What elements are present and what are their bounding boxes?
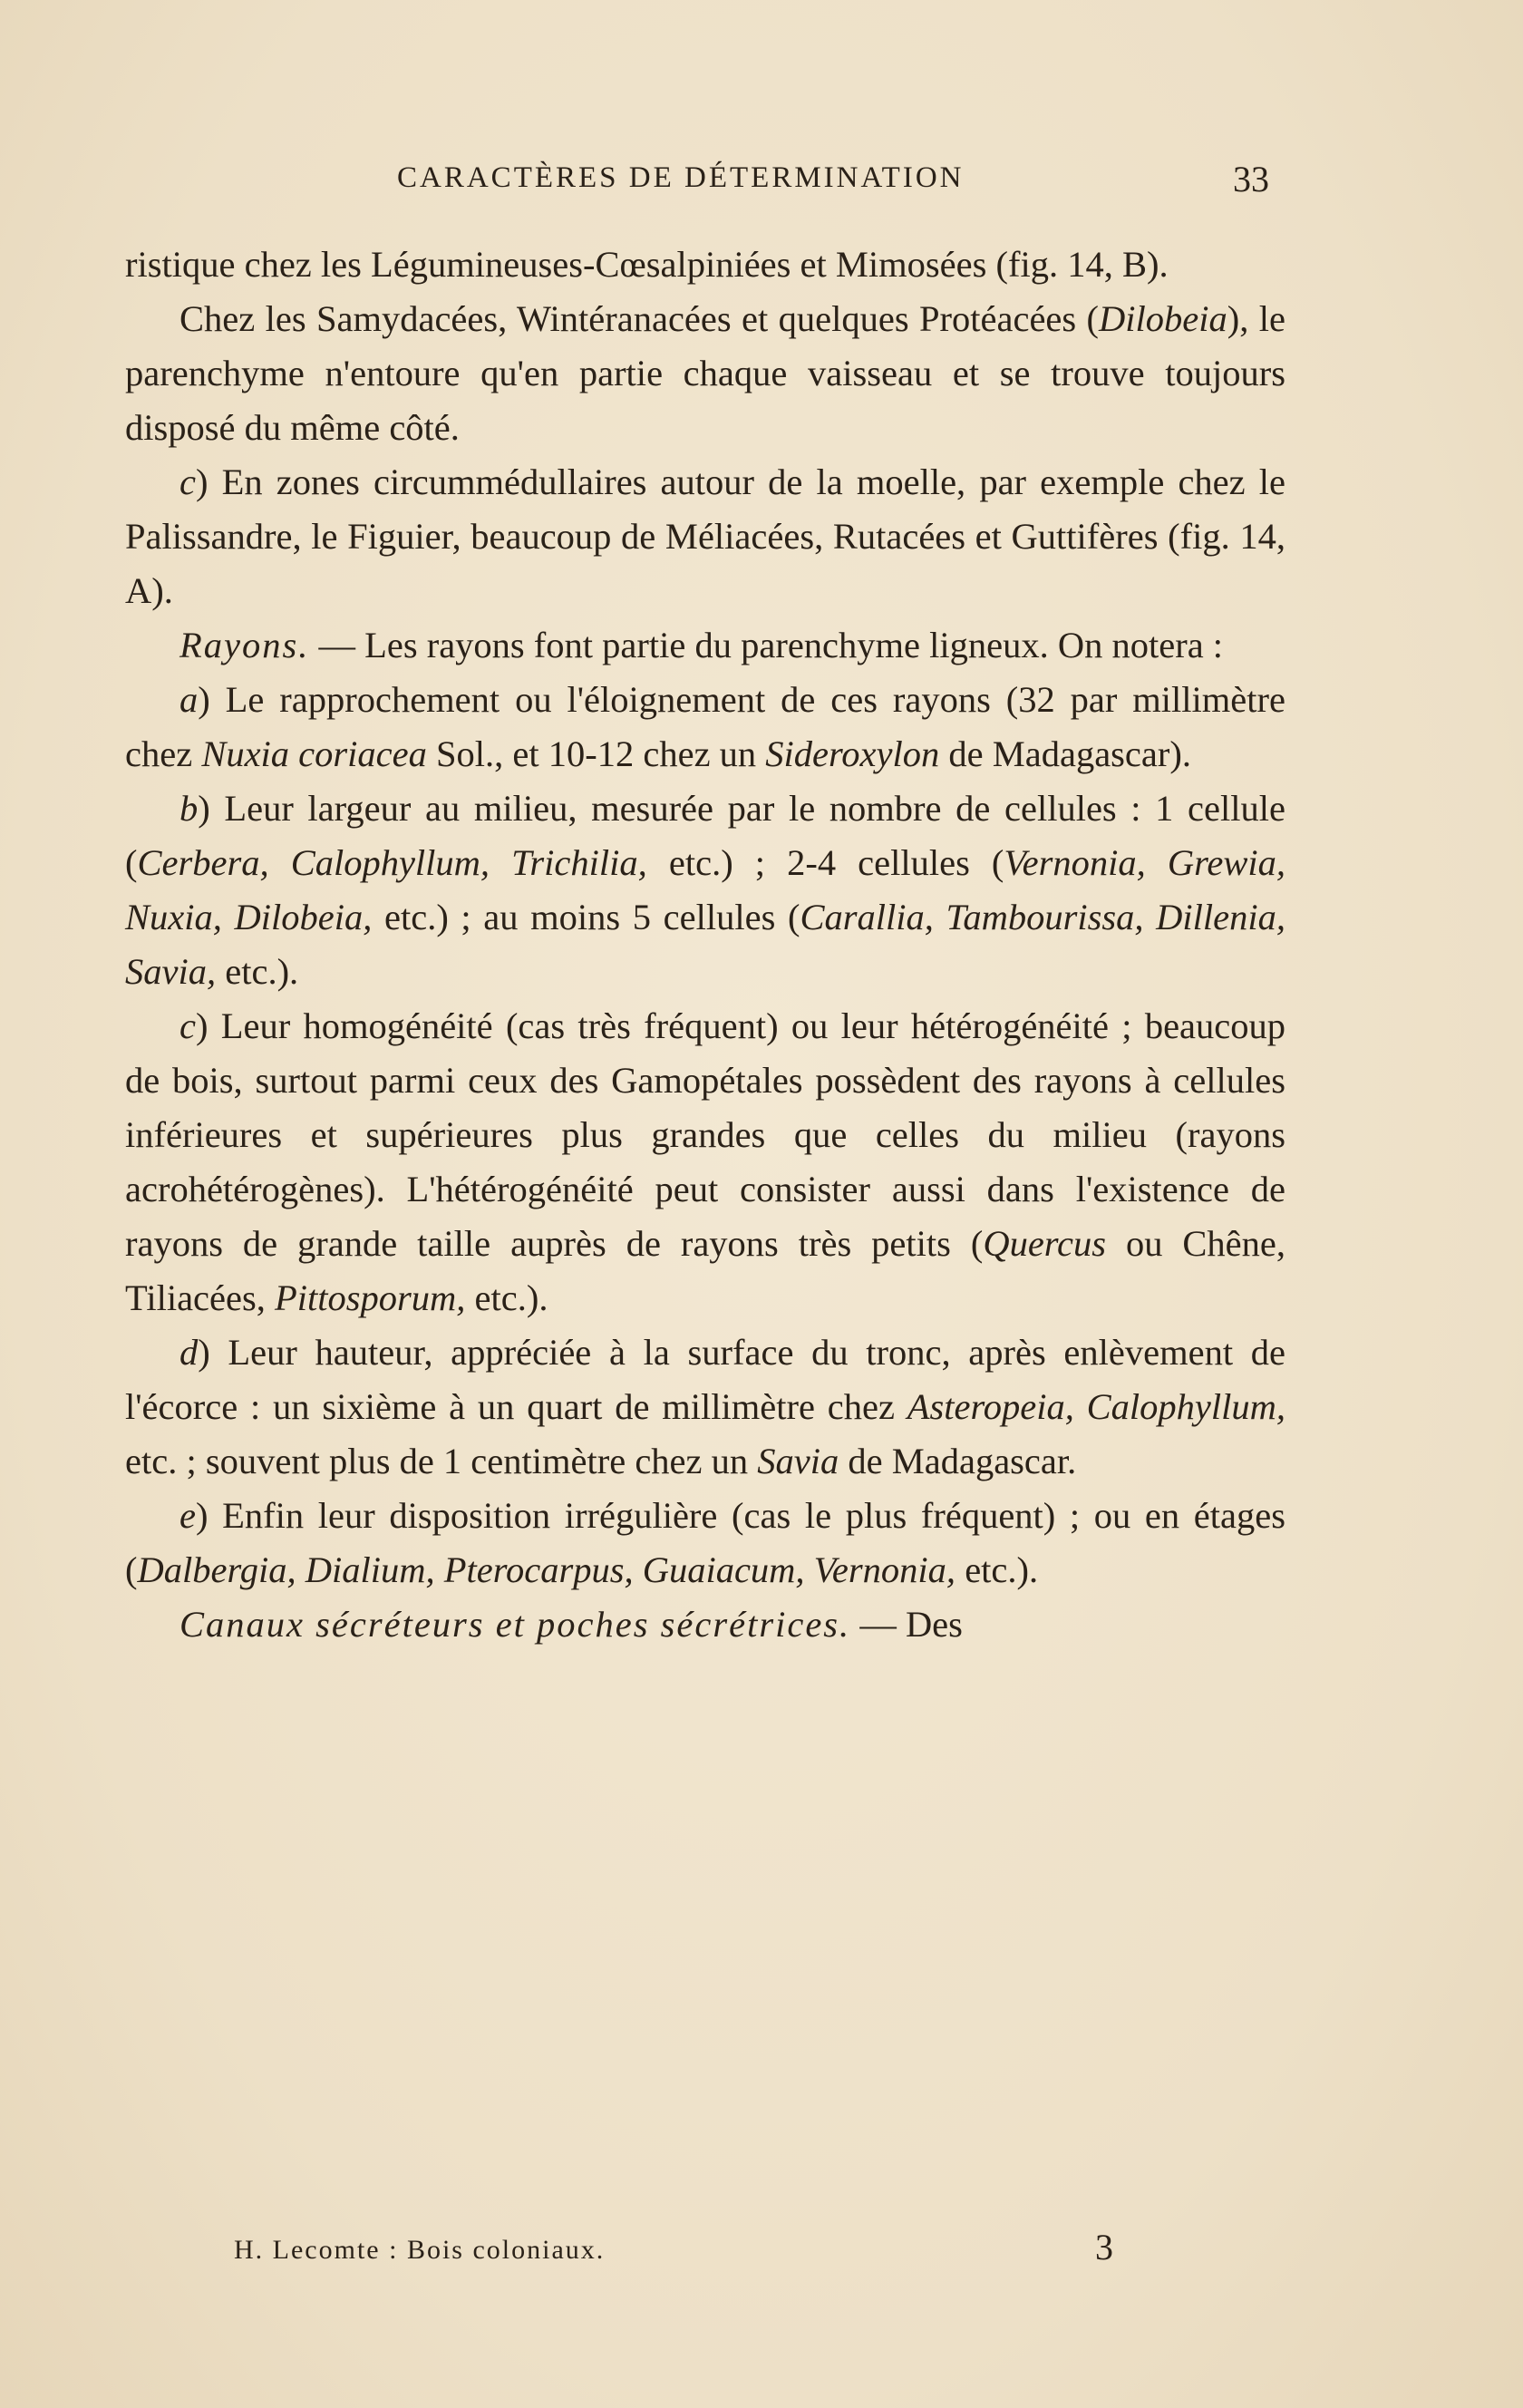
text-run: Chez les Samydacées, Wintéranacées et quelques Protéacées ( [179, 298, 1100, 339]
text-run: ou Chêne, Tiliacées, [125, 1223, 1285, 1318]
italic-term: Dilobeia [1099, 298, 1227, 339]
text-run: etc.) ; 2-4 cellules ( [646, 842, 1004, 883]
text-run: de Madagascar. [839, 1441, 1077, 1481]
page-header [397, 161, 1269, 207]
running-title: CARACTÈRES DE DÉTERMINATION [397, 161, 965, 194]
text-run: ristique chez les Légumineuses-Cœsalpiniées et Mimosées (fig. 14, B). [125, 244, 1169, 285]
text-run: Sol., et 10-12 chez un [426, 733, 766, 774]
italic-term: Carallia, Tambourissa, Dillenia, Savia, [125, 897, 1285, 992]
paragraph [125, 455, 1285, 618]
paragraph [125, 618, 1285, 673]
paragraph [125, 782, 1285, 999]
paragraph [125, 1597, 1285, 1652]
italic-term: e [179, 1495, 196, 1536]
italic-term: c [179, 1005, 196, 1046]
italic-term: a [179, 679, 199, 720]
italic-term: b [179, 788, 199, 829]
paragraph [125, 999, 1285, 1325]
italic-term: c [179, 461, 196, 502]
text-run: etc.). [465, 1277, 548, 1318]
text-run: ) Leur homogénéité (cas très fréquent) ou leur hétérogénéité ; beaucoup de bois, surtout parmi ceux des Gamopétales possèdent des rayons à cellules inférieures et supérieures plus grandes que celles du milieu (rayons acrohétérogènes). L'hétérogénéité peut consister aussi dans l'existence de rayons de grande taille auprès de rayons très petits ( [125, 1005, 1285, 1264]
text-run: ), le parenchyme n'entoure qu'en partie chaque vaisseau et se trouve toujours disposé du même côté. [125, 298, 1285, 448]
text-run: ) Le rapprochement ou l'éloignement de ces rayons (32 par millimètre chez [125, 679, 1285, 774]
paragraph [125, 238, 1285, 292]
page-number: 33 [1233, 159, 1269, 199]
text-run: de Madagascar). [939, 733, 1191, 774]
page-footer [234, 2226, 1113, 2271]
footer-credit: H. Lecomte : Bois coloniaux. [234, 2235, 606, 2265]
italic-term: Vernonia, Grewia, Nuxia, Dilobeia, [125, 842, 1285, 937]
text-run: — Les rayons font partie du parenchyme ligneux. On notera : [309, 625, 1224, 665]
text-run: etc.). [216, 951, 299, 992]
section-heading: Canaux sécréteurs et poches sécrétrices. [179, 1604, 851, 1645]
paragraph [125, 1489, 1285, 1597]
paragraph [125, 1325, 1285, 1489]
italic-term: Pittosporum, [275, 1277, 466, 1318]
paragraph [125, 673, 1285, 782]
italic-term: Quercus [983, 1223, 1107, 1264]
italic-term: Cerbera, Calophyllum, Trichilia, [137, 842, 647, 883]
text-run: etc. ; souvent plus de 1 centimètre chez un [125, 1441, 758, 1481]
section-heading: Rayons. [179, 625, 310, 665]
text-run: ) Leur largeur au milieu, mesurée par le nombre de cellules : 1 cellule ( [125, 788, 1285, 883]
paragraph [125, 292, 1285, 455]
text-run: ) En zones circummédullaires autour de la moelle, par exemple chez le Palissandre, le Figuier, beaucoup de Méliacées, Rutacées et Guttifères (fig. 14, A). [125, 461, 1285, 611]
italic-term: Asteropeia, Calophyllum, [907, 1386, 1285, 1427]
body-text [125, 238, 1285, 1652]
italic-term: d [179, 1332, 199, 1373]
text-run: ) Leur hauteur, appréciée à la surface du tronc, après enlèvement de l'écorce : un sixième à un quart de millimètre chez [125, 1332, 1285, 1427]
text-run: — Des [850, 1604, 963, 1645]
text-run: ) Enfin leur disposition irrégulière (cas le plus fréquent) ; ou en étages ( [125, 1495, 1285, 1590]
italic-term: Savia [757, 1441, 839, 1481]
text-run: etc.) ; au moins 5 cellules ( [372, 897, 800, 937]
italic-term: Nuxia coriacea [201, 733, 427, 774]
text-run: etc.). [956, 1549, 1039, 1590]
italic-term: Sideroxylon [765, 733, 940, 774]
italic-term: Dalbergia, Dialium, Pterocarpus, Guaiacum, Vernonia, [137, 1549, 956, 1590]
signature-mark: 3 [1095, 2227, 1113, 2267]
